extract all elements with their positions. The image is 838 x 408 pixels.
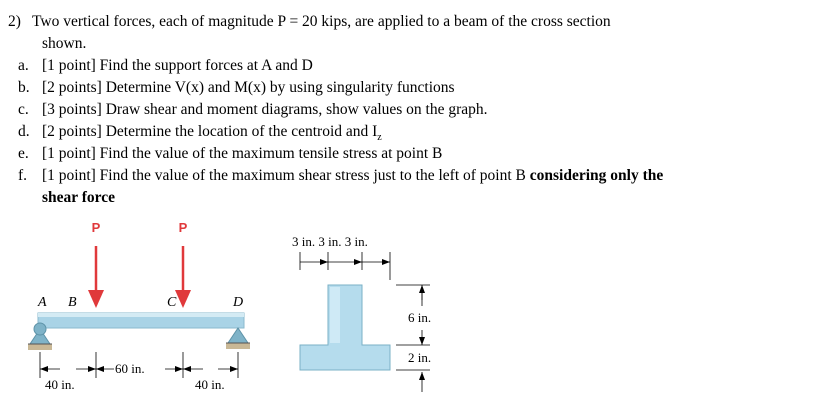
dim-left-label: 40 in. xyxy=(45,377,75,392)
item-letter: d. xyxy=(18,123,30,140)
load-arrow-1 xyxy=(88,246,104,308)
item-letter: c. xyxy=(18,101,29,118)
problem-number: 2) xyxy=(8,13,21,30)
load-label-2: P xyxy=(178,220,188,235)
item-letter: f. xyxy=(18,167,28,184)
problem-statement: Two vertical forces, each of magnitude P = 20 kips, are applied to a beam of the cross section xyxy=(32,13,611,30)
beam-highlight xyxy=(38,313,244,317)
item-letter: b. xyxy=(18,79,30,96)
item-text: [2 points] Determine V(x) and M(x) by using singularity functions xyxy=(42,79,455,96)
item-text-main: [1 point] Find the value of the maximum shear stress just to the left of point B xyxy=(42,167,530,184)
item-text-bold-line2: shear force xyxy=(42,189,116,206)
beam-diagram xyxy=(28,220,250,392)
item-text: [1 point] Find the value of the maximum tensile stress at point B xyxy=(42,145,443,162)
item-letter: a. xyxy=(18,57,29,74)
point-a-label: A xyxy=(38,295,47,310)
dim-mid-label: 60 in. xyxy=(115,361,145,376)
cross-section-diagram xyxy=(292,234,431,392)
point-d-label: D xyxy=(233,295,244,310)
dim-right-label: 40 in. xyxy=(195,377,225,392)
item-text: [1 point] Find the support forces at A and D xyxy=(42,57,313,74)
top-dims-label: 3 in. 3 in. 3 in. xyxy=(292,234,368,249)
item-letter: e. xyxy=(18,145,29,162)
dim-flange-label: 2 in. xyxy=(408,350,432,365)
point-b-label: B xyxy=(68,295,77,310)
subscript-z: z xyxy=(377,132,382,144)
point-c-label: C xyxy=(167,295,177,310)
load-label-1: P xyxy=(91,220,101,235)
t-section-shape xyxy=(300,285,390,370)
dim-web-label: 6 in. xyxy=(408,310,432,325)
roller-support-d xyxy=(226,328,250,349)
problem-statement-line2: shown. xyxy=(42,35,87,52)
load-arrow-2 xyxy=(175,246,191,308)
item-text-main: [2 points] Determine the location of the centroid and I xyxy=(42,123,378,140)
item-text: [3 points] Draw shear and moment diagrams, show values on the graph. xyxy=(42,101,488,118)
item-text-bold: considering only the xyxy=(529,167,664,184)
